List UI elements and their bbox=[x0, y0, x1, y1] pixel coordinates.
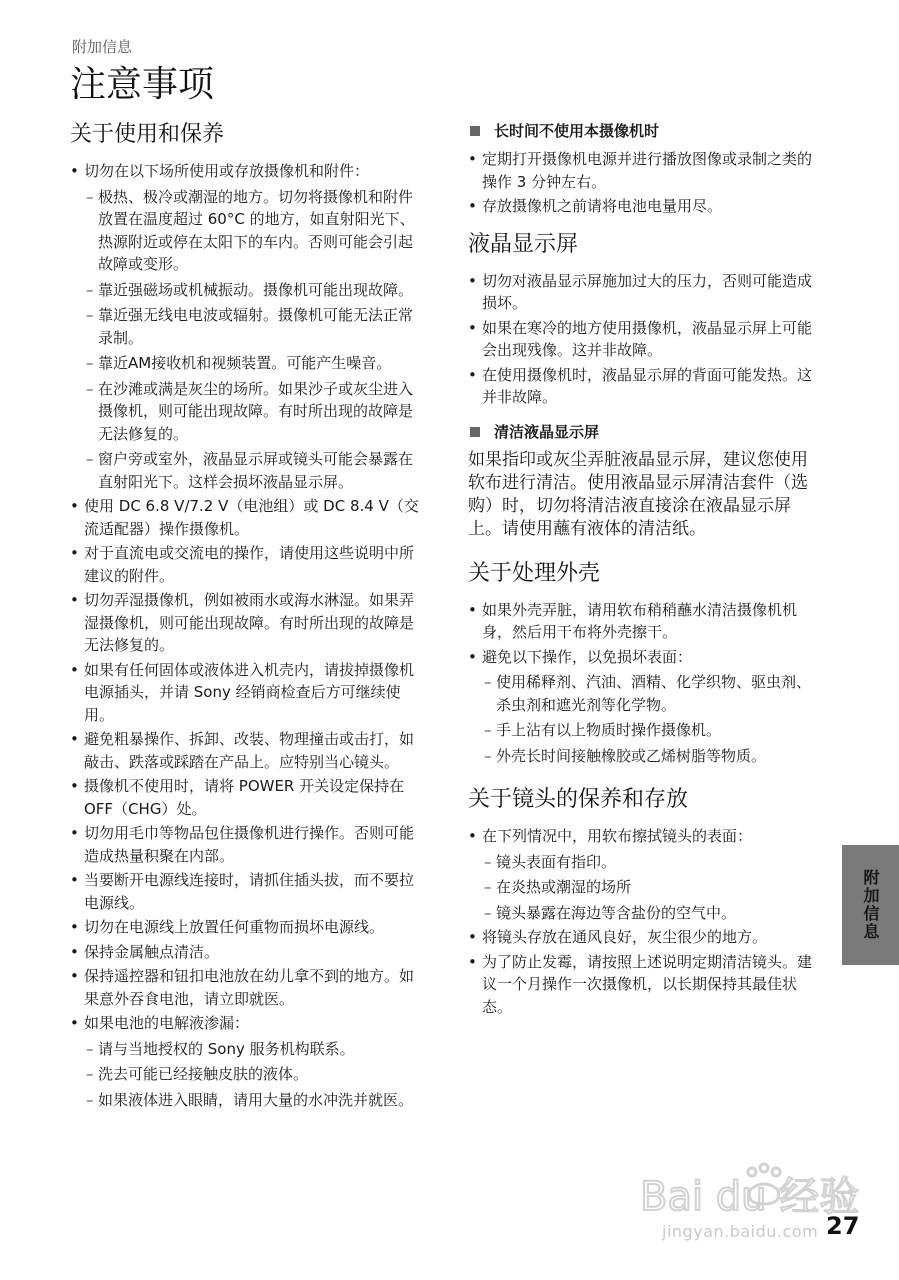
bullet-text: 在使用摄像机时，液晶显示屏的背面可能发热。这并非故障。 bbox=[482, 365, 813, 406]
bullet-dot-icon: • bbox=[70, 918, 79, 936]
header-subtitle: 附加信息 bbox=[72, 38, 133, 56]
watermark-url: jingyan.baidu.com bbox=[662, 1222, 819, 1241]
sub-item-text: 镜头暴露在海边等含盐份的空气中。 bbox=[496, 903, 737, 922]
subsection-lcd-clean-title: 清洁液晶显示屏 bbox=[494, 422, 600, 441]
sub-item-text: 洗去可能已经接触皮肤的液体。 bbox=[98, 1065, 309, 1083]
section-title-lens: 关于镜头的保养和存放 bbox=[468, 787, 689, 812]
sub-item-text: 窗户旁或室外，液晶显示屏或镜头可能会暴露在直射阳光下。这样会损坏液晶显示屏。 bbox=[98, 450, 414, 491]
sub-list bbox=[482, 851, 816, 925]
sub-item-text: 手上沾有以上物质时操作摄像机。 bbox=[496, 721, 722, 739]
bullet-dot-icon: • bbox=[70, 942, 79, 961]
subsection-long-unused bbox=[468, 120, 816, 142]
bullet-dot-icon: • bbox=[468, 600, 477, 619]
bullet-dot-icon: • bbox=[468, 928, 477, 946]
sub-item-text: 靠近AM接收机和视频装置。可能产生噪音。 bbox=[98, 354, 392, 372]
bullet-item bbox=[70, 965, 422, 1010]
sub-item bbox=[84, 186, 422, 276]
bullet-dot-icon: • bbox=[70, 660, 79, 679]
sub-item bbox=[84, 352, 422, 375]
bullet-item bbox=[70, 542, 422, 587]
lcd-clean-paragraph: 如果指印或灰尘弄脏液晶显示屏，建议您使用软布进行清洁。使用液晶显示屏清洁套件（选购）时，切勿将清洁液直接涂在液晶显示屏上。请使用蘸有液体的清洁纸。 bbox=[468, 449, 808, 539]
bullet-text: 如果电池的电解液渗漏： bbox=[84, 1014, 250, 1032]
bullet-text: 保持金属触点清洁。 bbox=[84, 942, 220, 961]
bullet-text: 切勿对液晶显示屏施加过大的压力，否则可能造成损坏。 bbox=[482, 271, 813, 312]
page-number: 27 bbox=[826, 1212, 860, 1240]
dash-icon: – bbox=[484, 721, 492, 739]
bullet-dot-icon: • bbox=[70, 777, 79, 795]
bullet-dot-icon: • bbox=[70, 544, 79, 562]
sub-item-text: 外壳长时间接触橡胶或乙烯树脂等物质。 bbox=[496, 746, 767, 765]
bullet-item bbox=[468, 364, 816, 409]
dash-icon: – bbox=[86, 1090, 94, 1109]
watermark-brand: Bai du 经验 bbox=[640, 1174, 860, 1220]
bullet-text: 保持遥控器和钮扣电池放在幼儿拿不到的地方。如果意外吞食电池，请立即就医。 bbox=[84, 967, 415, 1008]
dash-icon: – bbox=[484, 852, 492, 871]
sub-item-text: 使用稀释剂、汽油、酒精、化学织物、驱虫剂、杀虫剂和遮光剂等化学物。 bbox=[496, 673, 812, 714]
sub-item-text: 如果液体进入眼睛，请用大量的水冲洗并就医。 bbox=[98, 1090, 414, 1109]
sub-item-text: 镜头表面有指印。 bbox=[496, 852, 617, 871]
bullet-item bbox=[70, 916, 422, 939]
sub-item bbox=[84, 1089, 422, 1112]
dash-icon: – bbox=[86, 354, 94, 372]
bullet-dot-icon: • bbox=[468, 197, 477, 215]
sub-item-text: 极热、极冷或潮湿的地方。切勿将摄像机和附件放置在温度超过 60°C 的地方，如直射阳光下、热源附近或停在太阳下的车内。否则可能会引起故障或变形。 bbox=[98, 187, 415, 273]
bullet-text: 为了防止发霉，请按照上述说明定期清洁镜头。建议一个月操作一次摄像机，以长期保持其最佳状态。 bbox=[482, 952, 813, 1016]
bullet-text: 如果有任何固体或液体进入机壳内，请拔掉摄像机电源插头，并请 Sony 经销商检查后方可继续使用。 bbox=[84, 660, 415, 724]
bullet-text: 存放摄像机之前请将电池电量用尽。 bbox=[482, 197, 723, 215]
bullet-text: 如果在寒冷的地方使用摄像机，液晶显示屏上可能会出现残像。这并非故障。 bbox=[482, 318, 813, 359]
sub-item-text: 请与当地授权的 Sony 服务机构联系。 bbox=[98, 1039, 355, 1058]
bullet-item bbox=[468, 825, 816, 924]
sub-item bbox=[482, 745, 816, 768]
sub-item bbox=[84, 1063, 422, 1086]
bullet-text: 对于直流电或交流电的操作，请使用这些说明中所建议的附件。 bbox=[84, 544, 415, 585]
bullet-item bbox=[468, 148, 816, 193]
bullet-text: 切勿在以下场所使用或存放摄像机和附件： bbox=[84, 162, 370, 180]
sub-list bbox=[482, 671, 816, 767]
bullet-item bbox=[70, 495, 422, 540]
bullet-text: 将镜头存放在通风良好，灰尘很少的地方。 bbox=[482, 928, 768, 946]
side-tab-label: 附加信息 bbox=[861, 869, 880, 941]
bullet-item bbox=[70, 160, 422, 493]
bullet-text: 切勿用毛巾等物品包住摄像机进行操作。否则可能造成热量积聚在内部。 bbox=[84, 824, 415, 865]
sub-item bbox=[482, 876, 816, 899]
bullet-dot-icon: • bbox=[70, 162, 79, 180]
sub-item bbox=[482, 719, 816, 742]
bullet-text: 避免粗暴操作、拆卸、改装、物理撞击或击打，如敲击、跌落或踩踏在产品上。应特别当心镜头。 bbox=[84, 730, 415, 771]
bullet-item bbox=[468, 951, 816, 1019]
bullet-dot-icon: • bbox=[468, 271, 477, 290]
sub-item bbox=[84, 448, 422, 493]
sub-item bbox=[84, 1038, 422, 1061]
baidu-watermark-logo bbox=[640, 1160, 890, 1220]
dash-icon: – bbox=[86, 306, 94, 324]
sub-item-text: 在炎热或潮湿的场所 bbox=[496, 878, 632, 896]
dash-icon: – bbox=[86, 187, 94, 206]
bullet-item bbox=[70, 659, 422, 727]
bullet-item bbox=[70, 589, 422, 657]
bullet-text: 使用 DC 6.8 V/7.2 V（电池组）或 DC 8.4 V（交流适配器）操作摄像机。 bbox=[84, 497, 419, 538]
bullet-text: 当要断开电源线连接时，请抓住插头拔，而不要拉电源线。 bbox=[84, 871, 415, 912]
square-bullet-icon bbox=[470, 427, 480, 437]
bullet-dot-icon: • bbox=[70, 730, 79, 748]
bullet-item bbox=[70, 775, 422, 820]
section-title-lcd: 液晶显示屏 bbox=[468, 231, 579, 257]
bullet-dot-icon: • bbox=[468, 150, 477, 168]
sub-item bbox=[482, 902, 816, 925]
bullet-dot-icon: • bbox=[468, 647, 477, 666]
sub-item bbox=[84, 378, 422, 446]
right-column bbox=[468, 120, 816, 1030]
dash-icon: – bbox=[86, 379, 94, 398]
bullet-dot-icon: • bbox=[468, 318, 477, 337]
bullet-item bbox=[468, 317, 816, 362]
bullet-text: 定期打开摄像机电源并进行播放图像或录制之类的操作 3 分钟左右。 bbox=[482, 150, 813, 191]
sub-list bbox=[84, 1038, 422, 1112]
sub-item-text: 在沙滩或满是灰尘的场所。如果沙子或灰尘进入摄像机，则可能出现故障。有时所出现的故障是无法修复的。 bbox=[98, 379, 414, 443]
square-bullet-icon bbox=[470, 126, 480, 136]
dash-icon: – bbox=[86, 450, 94, 468]
sub-item bbox=[84, 279, 422, 302]
long-unused-list bbox=[468, 148, 816, 218]
bullet-dot-icon: • bbox=[468, 827, 477, 845]
dash-icon: – bbox=[484, 673, 492, 691]
bullet-text: 在下列情况中，用软布擦拭镜头的表面： bbox=[482, 827, 753, 845]
dash-icon: – bbox=[86, 1065, 94, 1083]
bullet-item bbox=[468, 599, 816, 644]
sub-item bbox=[482, 671, 816, 716]
bullet-item bbox=[70, 728, 422, 773]
sub-item-text: 靠近强磁场或机械振动。摄像机可能出现故障。 bbox=[98, 280, 414, 299]
lcd-list bbox=[468, 270, 816, 409]
bullet-dot-icon: • bbox=[468, 365, 477, 384]
bullet-item bbox=[468, 646, 816, 768]
bullet-text: 切勿弄湿摄像机，例如被雨水或海水淋湿。如果弄湿摄像机，则可能出现故障。有时所出现的故障是无法修复的。 bbox=[84, 591, 415, 654]
bullet-dot-icon: • bbox=[70, 497, 79, 515]
subsection-long-unused-title: 长时间不使用本摄像机时 bbox=[494, 122, 660, 140]
bullet-item bbox=[70, 822, 422, 867]
bullet-dot-icon: • bbox=[70, 591, 79, 609]
dash-icon: – bbox=[86, 280, 94, 299]
sub-item bbox=[84, 304, 422, 349]
bullet-dot-icon: • bbox=[70, 871, 79, 889]
bullet-text: 避免以下操作，以免损坏表面： bbox=[482, 647, 693, 666]
bullet-item bbox=[468, 270, 816, 315]
bullet-text: 摄像机不使用时，请将 POWER 开关设定保持在 OFF（CHG）处。 bbox=[84, 777, 405, 818]
sub-item-text: 靠近强无线电电波或辐射。摄像机可能无法正常录制。 bbox=[98, 306, 414, 347]
bullet-item bbox=[468, 195, 816, 218]
subsection-lcd-clean bbox=[468, 421, 816, 443]
bullet-dot-icon: • bbox=[468, 952, 477, 971]
bullet-dot-icon: • bbox=[70, 967, 79, 985]
bullet-item bbox=[70, 1012, 422, 1111]
dash-icon: – bbox=[484, 878, 492, 896]
left-column bbox=[70, 120, 422, 1123]
page-title: 注意事项 bbox=[70, 64, 215, 105]
bullet-item bbox=[70, 869, 422, 914]
section-title-casing: 关于处理外壳 bbox=[468, 560, 601, 586]
dash-icon: – bbox=[86, 1039, 94, 1058]
bullet-text: 如果外壳弄脏，请用软布稍稍蘸水清洁摄像机机身，然后用干布将外壳擦干。 bbox=[482, 600, 798, 641]
casing-list bbox=[468, 599, 816, 768]
bullet-item bbox=[70, 941, 422, 964]
dash-icon: – bbox=[484, 903, 492, 922]
bullet-text: 切勿在电源线上放置任何重物而损坏电源线。 bbox=[84, 918, 385, 936]
sub-item bbox=[482, 851, 816, 874]
bullet-item bbox=[468, 926, 816, 949]
dash-icon: – bbox=[484, 746, 492, 765]
section-title-usage: 关于使用和保养 bbox=[70, 122, 225, 147]
usage-list bbox=[70, 160, 422, 1111]
bullet-dot-icon: • bbox=[70, 824, 79, 842]
sub-list bbox=[84, 186, 422, 494]
lens-list bbox=[468, 825, 816, 1018]
bullet-dot-icon: • bbox=[70, 1014, 79, 1032]
side-tab bbox=[842, 845, 899, 965]
